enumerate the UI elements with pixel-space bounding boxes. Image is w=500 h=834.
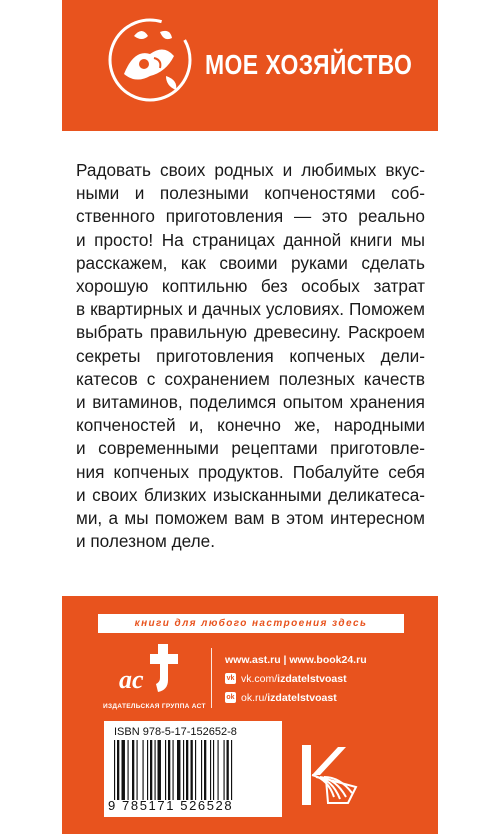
vk-prefix: vk.com/ (241, 672, 278, 685)
ok-icon: ok (226, 694, 235, 701)
annotation-line: хорошую коптильню без особых затрат (76, 276, 425, 297)
websites-link[interactable]: www.ast.ru | www.book24.ru (225, 653, 367, 666)
annotation-line: в квартирных и дачных условиях. Поможем (76, 299, 425, 320)
ast-logo-icon (116, 640, 188, 698)
annotation-line: секреты приготовления копченых дели- (76, 345, 425, 366)
k-book-logo-icon (298, 741, 360, 809)
publisher-group-label: ИЗДАТЕЛЬСКАЯ ГРУППА АСТ (103, 703, 206, 710)
annotation-line: Радовать своих родных и любимых вкус- (76, 160, 425, 180)
annotation-line: ми, а мы поможем вам в этом интересном (76, 508, 425, 529)
isbn-label: ISBN 978-5-17-152652-8 (114, 726, 237, 738)
annotation-line: и витаминов, поделимся опытом хранения (76, 392, 425, 413)
annotation-line: и полезном деле. (76, 531, 215, 552)
barcode-box (104, 721, 282, 817)
svg-text:ac: ac (119, 665, 144, 694)
vk-link[interactable] (225, 669, 367, 688)
slogan-bar (98, 614, 404, 633)
vk-icon: vk (226, 675, 235, 682)
folk-bird-flower-icon (104, 14, 196, 106)
series-title: МОЕ ХОЗЯЙСТВО (205, 49, 413, 80)
annotation-line: катесов с сохранением полезных качеств (76, 368, 425, 389)
book-annotation (76, 159, 425, 553)
annotation-line: ния копченых продуктов. Побалуйте себя (76, 461, 425, 482)
vk-handle: izdatelstvoast (277, 672, 347, 685)
ok-link[interactable] (225, 688, 367, 707)
slogan-text: книги для любого настроения здесь (134, 618, 368, 629)
annotation-line: и своих близких изысканными деликатеса- (76, 484, 425, 505)
annotation-line: ственного приготовления — это реально (76, 206, 425, 227)
footer-divider (211, 648, 212, 708)
annotation-line: и современными рецептами приготовле- (76, 438, 425, 459)
annotation-line: копченостей и, конечно же, народными (76, 415, 425, 436)
ok-prefix: ok.ru/ (241, 691, 268, 704)
annotation-line: выбрать правильную древесину. Раскроем (76, 322, 425, 343)
annotation-line: ными и полезными копченостями соб- (76, 183, 425, 204)
barcode-icon (112, 740, 274, 800)
ok-handle: izdatelstvoast (267, 691, 337, 704)
ean-digits: 9 785171 526528 (108, 798, 234, 813)
annotation-line: расскажем, как своими руками сделать (76, 252, 425, 273)
annotation-line: и просто! На страницах данной книги мы (76, 229, 425, 250)
publisher-links (225, 650, 367, 707)
